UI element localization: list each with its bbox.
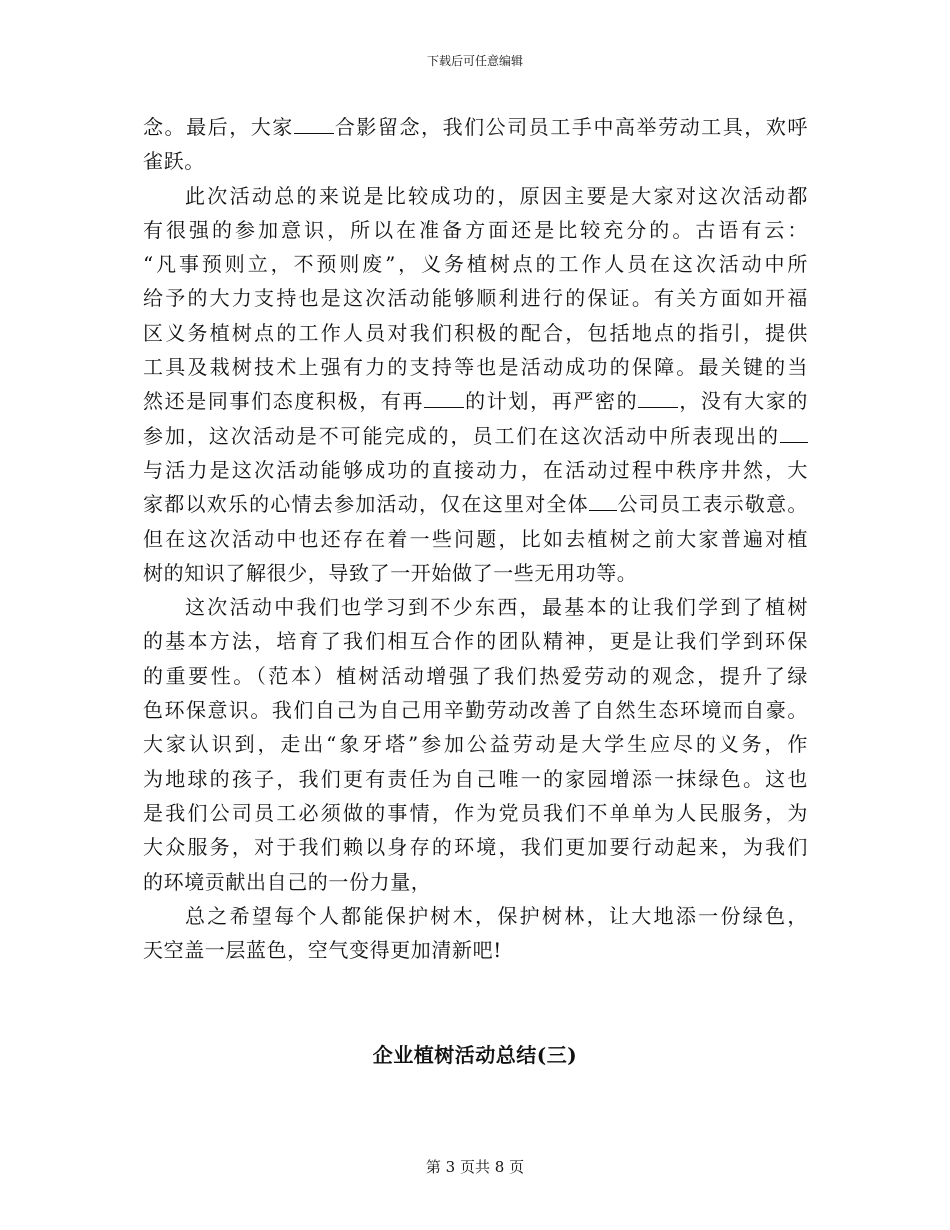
text-line: 这次活动中我们也学习到不少东西，最基本的让我们学到了植树 xyxy=(185,595,808,620)
text-line: 总之希望每个人都能保护树木，保护树林，让大地添一份绿色， xyxy=(185,903,808,928)
text-segment: 然还是同事们态度积极，有再 xyxy=(143,389,425,414)
text-line: 与活力是这次活动能够成功的直接动力，在活动过程中秩序井然，大 xyxy=(143,457,808,482)
text-line: 为地球的孩子，我们更有责任为自己唯一的家园增添一抹绿色。这也 xyxy=(143,766,808,791)
text-line: 的环境贡献出自己的一份力量， xyxy=(143,869,432,894)
text-line: 天空盖一层蓝色，空气变得更加清新吧! xyxy=(143,938,502,963)
text-line: 给予的大力支持也是这次活动能够顺利进行的保证。有关方面如开福 xyxy=(143,286,808,311)
section-title: 企业植树活动总结(三) xyxy=(372,1043,578,1067)
text-segment: 公司员工表示敬意。 xyxy=(616,492,808,517)
page-number: 第 3 页共 8 页 xyxy=(425,1158,525,1176)
page-header: 下载后可任意编辑 xyxy=(426,54,523,68)
text-line: 色环保意识。我们自己为自己用辛勤劳动改善了自然生态环境而自豪。 xyxy=(143,698,808,723)
fill-in-blank xyxy=(294,115,334,134)
text-line: 的基本方法，培育了我们相互合作的团队精神，更是让我们学到环保 xyxy=(143,629,808,654)
text-line: 有很强的参加意识，所以在准备方面还是比较充分的。古语有云： xyxy=(143,217,808,242)
fill-in-blank xyxy=(638,389,678,408)
text-line: 树的知识了解很少，导致了一开始做了一些无用功等。 xyxy=(143,560,638,585)
text-line: 工具及栽树技术上强有力的支持等也是活动成功的保障。最关键的当 xyxy=(143,355,808,380)
text-segment: ，没有大家的 xyxy=(678,389,808,414)
text-line: 大家认识到，走出“象牙塔”参加公益劳动是大学生应尽的义务，作 xyxy=(143,732,808,757)
text-line: 是我们公司员工必须做的事情，作为党员我们不单单为人民服务，为 xyxy=(143,800,808,825)
text-line xyxy=(143,487,808,521)
fill-in-blank xyxy=(780,424,808,443)
text-segment: 参加，这次活动是不可能完成的，员工们在这次活动中所表现出的 xyxy=(143,423,780,448)
text-line: “凡事预则立，不预则废”，义务植树点的工作人员在这次活动中所 xyxy=(143,252,808,277)
text-segment: 家都以欢乐的心情去参加活动，仅在这里对全体 xyxy=(143,492,589,517)
text-line: 但在这次活动中也还存在着一些问题，比如去植树之前大家普遍对植 xyxy=(143,526,808,551)
document-body xyxy=(143,110,808,967)
text-line xyxy=(143,110,808,144)
text-line xyxy=(143,384,808,418)
text-line: 此次活动总的来说是比较成功的，原因主要是大家对这次活动都 xyxy=(185,183,808,208)
fill-in-blank xyxy=(589,492,617,511)
text-line: 雀跃。 xyxy=(143,149,205,174)
text-line: 区义务植树点的工作人员对我们积极的配合，包括地点的指引，提供 xyxy=(143,320,808,345)
text-line: 大众服务，对于我们赖以身存的环境，我们更加要行动起来，为我们 xyxy=(143,835,808,860)
text-segment: 合影留念，我们公司员工手中高举劳动工具，欢呼 xyxy=(333,115,809,139)
text-segment: 的计划，再严密的 xyxy=(464,389,639,414)
text-line xyxy=(143,419,808,453)
fill-in-blank xyxy=(424,389,464,408)
text-segment: 念。最后，大家 xyxy=(143,115,294,139)
text-line: 的重要性。（范本）植树活动增强了我们热爱劳动的观念，提升了绿 xyxy=(143,663,808,688)
